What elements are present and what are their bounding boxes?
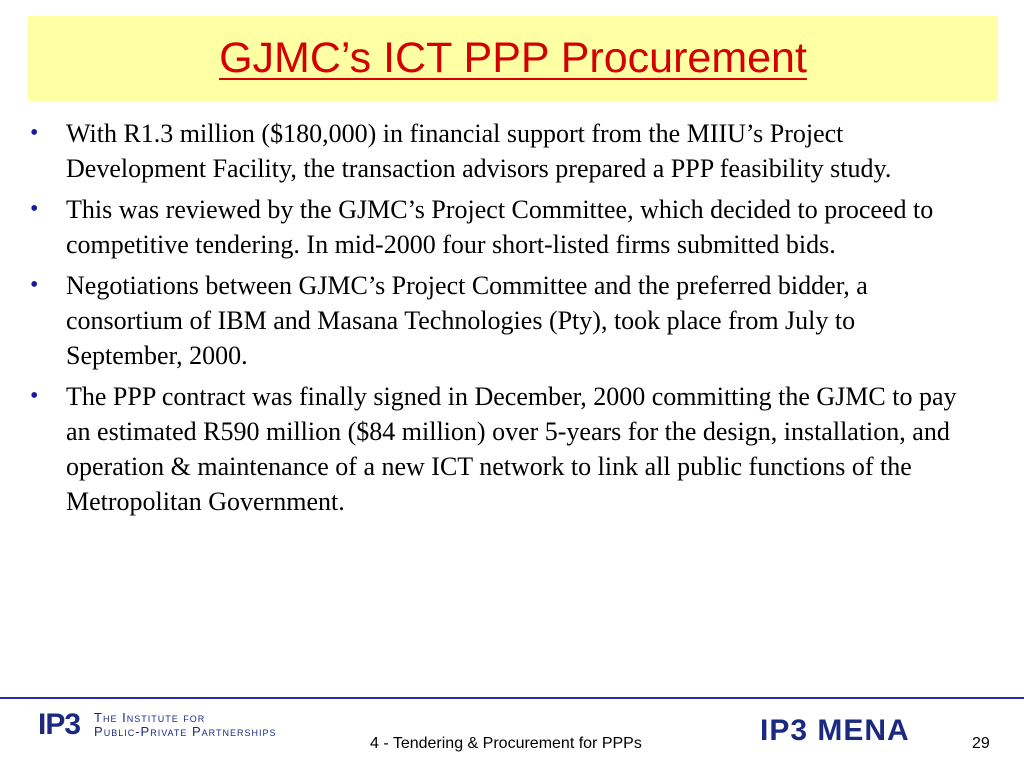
bullet-text: This was reviewed by the GJMC’s Project Committee, which decided to proceed to competitive tendering. In mid-2000 four short-listed firms submitted bids. (66, 195, 934, 259)
bullet-item (28, 192, 968, 262)
bullet-text: The PPP contract was finally signed in December, 2000 committing the GJMC to pay an estimated R590 million ($84 million) over 5-years for the design, installation, and operation & maintenance of a new ICT network to link all public functions of the Metropolitan Government. (66, 382, 957, 516)
footer-divider (0, 697, 1024, 699)
bullet-marker: • (30, 383, 39, 409)
bullet-text: With R1.3 million ($180,000) in financial support from the MIIU’s Project Development Facility, the transaction advisors prepared a PPP feasibility study. (66, 119, 892, 183)
ip3-logo-icon (38, 710, 80, 740)
ip3-mena-logo: IP3 MENA (760, 714, 910, 747)
bullet-marker: • (30, 272, 39, 298)
institute-line-1: The Institute for (94, 710, 206, 725)
ip3-logo-text: IP3 (38, 708, 81, 741)
institute-line-2: Public-Private Partnerships (94, 724, 277, 739)
bullet-marker: • (30, 196, 39, 222)
bullet-item (28, 116, 968, 186)
title-bar (28, 16, 998, 101)
bullet-list (28, 116, 968, 525)
bullet-item (28, 268, 968, 373)
page-number: 29 (972, 735, 990, 752)
bullet-marker: • (30, 120, 39, 146)
institute-name (94, 711, 276, 739)
bullet-item (28, 379, 968, 519)
ip3-institute-logo (38, 710, 277, 740)
slide-title: GJMC’s ICT PPP Procurement (219, 34, 807, 82)
footer-section-title: 4 - Tendering & Procurement for PPPs (370, 735, 642, 752)
bullet-text: Negotiations between GJMC’s Project Committee and the preferred bidder, a consortium of IBM and Masana Technologies (Pty), took place from July to September, 2000. (66, 271, 868, 370)
